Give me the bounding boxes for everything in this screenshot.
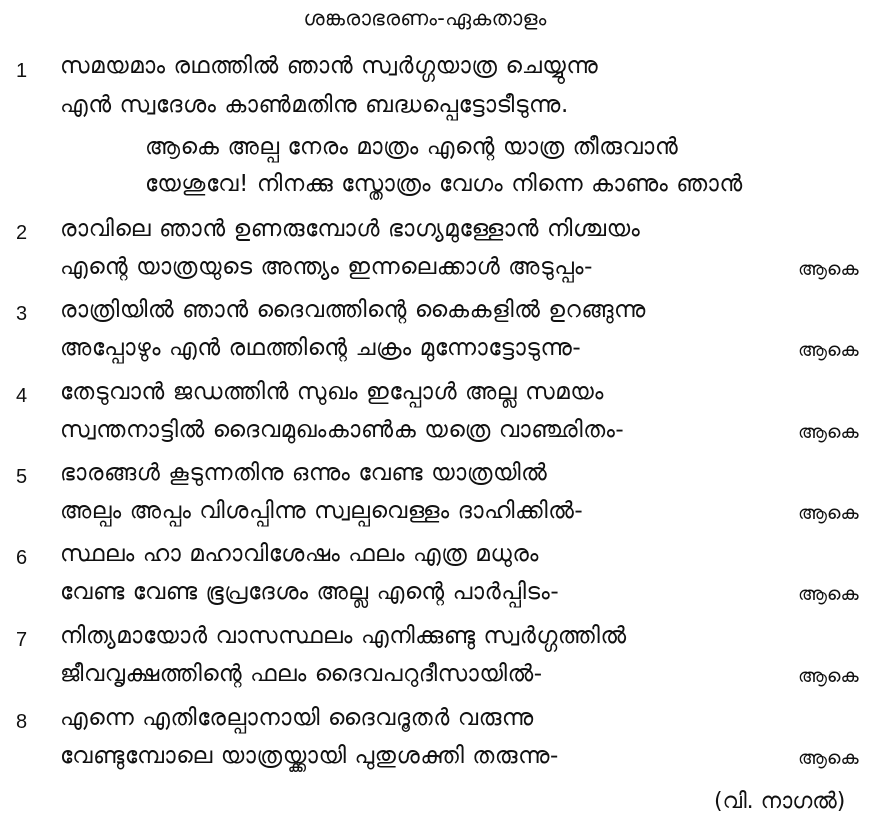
- verse-line: രാത്രിയിൽ ഞാൻ ദൈവത്തിന്റെ കൈകളിൽ ഉറങ്ങുന്നു: [60, 297, 646, 323]
- song-title: ശങ്കരാഭരണം-ഏകതാളം: [303, 6, 547, 30]
- refrain-marker: ആകെ: [798, 421, 859, 443]
- refrain-marker: ആകെ: [798, 339, 859, 361]
- verse-number: 8: [16, 711, 28, 733]
- verse-line: വേണ്ടുമ്പോലെ യാത്രയ്ക്കായി പുതുശക്തി തരുന്നു-: [60, 743, 559, 769]
- chorus-line: ആകെ അല്പ നേരം മാത്രം എന്റെ യാത്ര തീരുവാൻ: [145, 134, 679, 160]
- refrain-marker: ആകെ: [798, 747, 859, 769]
- verse-line: രാവിലെ ഞാൻ ഉണരുമ്പോൾ ഭാഗ്യമുള്ളോൻ നിശ്ചയം: [60, 216, 641, 242]
- verse-line: വേണ്ട വേണ്ട ഭൂപ്രദേശം അല്ല എന്റെ പാർപ്പിടം-: [60, 579, 560, 605]
- verse-line: എന്നെ എതിരേല്പാനായി ദൈവദൂതർ വരുന്നു: [60, 705, 534, 731]
- verse-line: എന്റെ യാത്രയുടെ അന്ത്യം ഇന്നലെക്കാൾ അടുപ്പം-: [60, 254, 594, 280]
- refrain-marker: ആകെ: [798, 665, 859, 687]
- refrain-marker: ആകെ: [798, 258, 859, 280]
- verse-line: അല്പം അപ്പം വിശപ്പിന്നു സ്വല്പവെള്ളം ദാഹിക്കിൽ-: [60, 498, 584, 524]
- verse-line: സമയമാം രഥത്തിൽ ഞാൻ സ്വർഗ്ഗയാത്ര ചെയ്യുന്നു: [60, 53, 599, 79]
- verse-line: ഭാരങ്ങൾ കൂടുന്നതിനു ഒന്നും വേണ്ട യാത്രയിൽ: [60, 460, 548, 486]
- author-credit: (വി. നാഗൽ): [714, 789, 846, 814]
- verse-line: അപ്പോഴും എൻ രഥത്തിന്റെ ചക്രം മുന്നോട്ടോടുന്നു-: [60, 335, 582, 361]
- verse-number: 3: [16, 303, 28, 325]
- verse-line: സ്വന്തനാട്ടിൽ ദൈവമുഖംകാൺക യത്രെ വാഞ്ഛിതം-: [60, 417, 625, 443]
- verse-number: 7: [16, 629, 28, 651]
- verse-line: നിത്യമായോർ വാസസ്ഥലം എനിക്കുണ്ടു സ്വർഗ്ഗത്തിൽ: [60, 623, 627, 649]
- refrain-marker: ആകെ: [798, 583, 859, 605]
- refrain-marker: ആകെ: [798, 502, 859, 524]
- verse-number: 1: [16, 60, 28, 82]
- verse-number: 5: [16, 466, 28, 488]
- verse-number: 4: [16, 385, 28, 407]
- verse-line: എൻ സ്വദേശം കാൺമതിനു ബദ്ധപ്പെട്ടോടീടുന്നു.: [60, 92, 569, 118]
- verse-number: 6: [16, 547, 28, 569]
- chorus-line: യേശുവേ! നിനക്കു സ്തോത്രം വേഗം നിന്നെ കാണും ഞാൻ: [145, 171, 743, 197]
- verse-line: തേടുവാൻ ജഡത്തിൻ സുഖം ഇപ്പോൾ അല്ല സമയം: [60, 379, 604, 405]
- verse-line: സ്ഥലം ഹാ മഹാവിശേഷം ഫലം എത്ര മധുരം: [60, 541, 540, 567]
- verse-line: ജീവവൃക്ഷത്തിന്റെ ഫലം ദൈവപറുദീസായിൽ-: [60, 661, 543, 687]
- verse-number: 2: [16, 222, 28, 244]
